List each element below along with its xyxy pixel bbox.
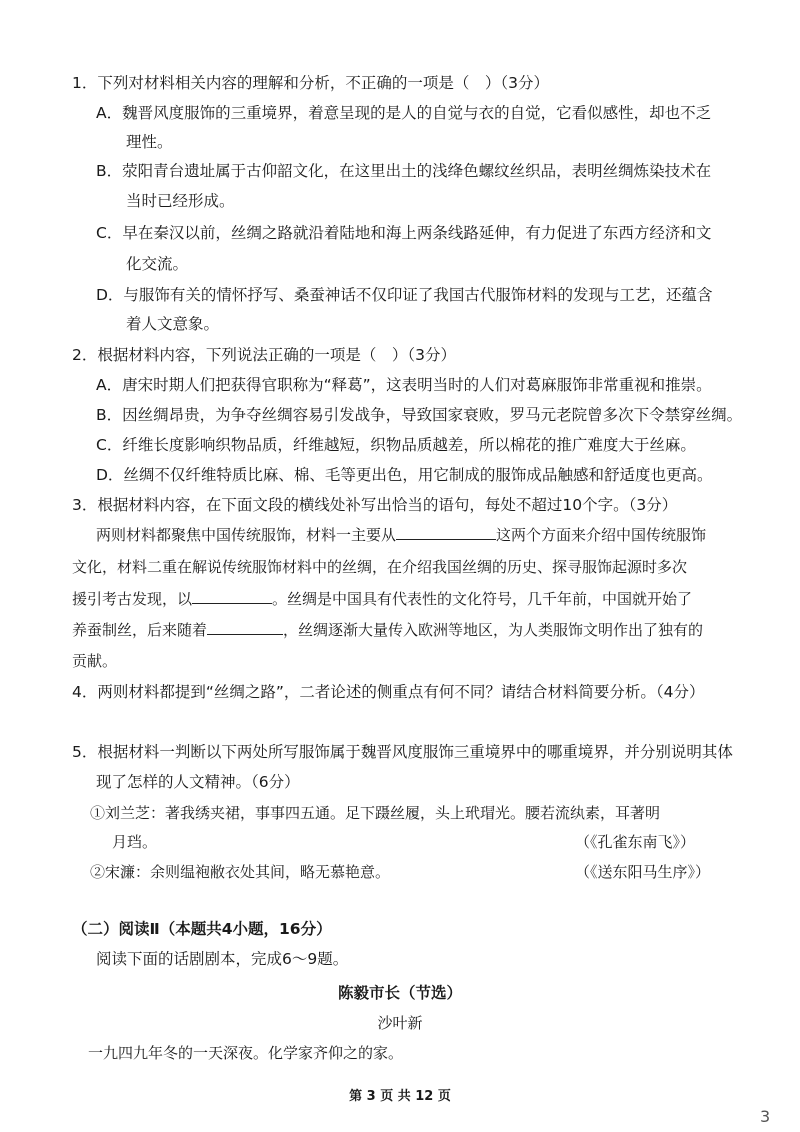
q1-option-b: B．荥阳青台遗址属于古仰韶文化，在这里出土的浅绛色螺纹丝织品，表明丝绸炼染技术在 [96,162,712,180]
q3-text-3b: 。丝绸是中国具有代表性的文化符号，几千年前，中国就开始了 [272,590,693,608]
q3-passage-line5: 贡献。 [72,652,118,670]
q3-blank-3[interactable] [207,620,283,635]
q3-passage-line1 [96,524,706,546]
q2-option-a: A．唐宋时期人们把获得官职称为“释葛”，这表明当时的人们对葛麻服饰非常重视和推崇。 [96,376,712,394]
q2-option-c: C．纤维长度影响织物品质，纤维越短，织物品质越差，所以棉花的推广难度大于丝麻。 [96,436,696,454]
q1-option-c-cont: 化交流。 [126,255,189,273]
q3-text-4a: 养蚕制丝，后来随着 [72,621,208,639]
play-author: 沙叶新 [377,1014,423,1032]
q3-text-1b: 这两个方面来介绍中国传统服饰 [496,526,707,544]
q5-quote-1-cont: 月珰。 [112,833,158,851]
q1-option-a: A．魏晋风度服饰的三重境界，着意呈现的是人的自觉与衣的自觉，它看似感性，却也不乏 [96,104,712,122]
q1-option-c: C．早在秦汉以前，丝绸之路就沿着陆地和海上两条线路延伸，有力促进了东西方经济和文 [96,224,712,242]
section-heading: （二）阅读Ⅱ（本题共4小题，16分） [72,920,332,938]
q3-blank-1[interactable] [396,525,496,540]
q1-stem: 1．下列对材料相关内容的理解和分析，不正确的一项是（ ）（3分） [72,74,549,92]
play-title: 陈毅市长（节选） [337,984,462,1002]
q3-blank-2[interactable] [192,589,272,604]
q3-text-4b: ，丝绸逐渐大量传入欧洲等地区，为人类服饰文明作出了独有的 [283,621,704,639]
q1-option-d-cont: 着人文意象。 [126,315,220,333]
q1-option-b-cont: 当时已经形成。 [126,192,235,210]
q3-passage-line2: 文化，材料二重在解说传统服饰材料中的丝绸，在介绍我国丝绸的历史、探寻服饰起源时多次 [72,558,688,576]
q2-option-b: B．因丝绸昂贵，为争夺丝绸容易引发战争，导致国家衰败，罗马元老院曾多次下令禁穿丝绸。 [96,406,743,424]
page-number: 第 3 页 共 12 页 [349,1089,451,1104]
q2-option-d: D．丝绸不仅纤维特质比麻、棉、毛等更出色，用它制成的服饰成品触感和舒适度也更高。 [96,466,713,484]
q5-stem: 5．根据材料一判断以下两处所写服饰属于魏晋风度服饰三重境界中的哪重境界，并分别说明其体 [72,743,733,761]
q3-text-1a: 两则材料都聚焦中国传统服饰，材料一主要从 [96,526,397,544]
q3-passage-line4 [72,619,703,641]
q5-source-1: （《孔雀东南飞》） [575,833,696,851]
play-opening: 一九四九年冬的一天深夜。化学家齐仰之的家。 [88,1044,404,1062]
q1-option-d: D．与服饰有关的情怀抒写、桑蚕神话不仅印证了我国古代服饰材料的发现与工艺，还蕴含 [96,286,713,304]
q1-option-a-cont: 理性。 [126,133,173,151]
q2-stem: 2．根据材料内容，下列说法正确的一项是（ ）（3分） [72,346,456,364]
q3-passage-line3 [72,588,692,610]
q3-text-3a: 援引考古发现，以 [72,590,193,608]
q5-quote-2: ②宋濂：余则缊袍敝衣处其间，略无慕艳意。 [90,863,391,881]
q5-quote-1: ①刘兰芝：著我绣夹裙，事事四五通。足下蹑丝履，头上玳瑁光。腰若流纨素，耳著明 [90,804,661,822]
section-instruction: 阅读下面的话剧剧本，完成6～9题。 [96,950,349,968]
q3-stem: 3．根据材料内容，在下面文段的横线处补写出恰当的语句，每处不超过10个字。（3分） [72,496,678,514]
q5-source-2: （《送东阳马生序》） [575,863,711,881]
corner-page-number: 3 [760,1107,771,1126]
q4-stem: 4．两则材料都提到“丝绸之路”，二者论述的侧重点有何不同？请结合材料简要分析。（4分） [72,683,705,701]
q5-stem-cont: 现了怎样的人文精神。（6分） [96,773,300,791]
